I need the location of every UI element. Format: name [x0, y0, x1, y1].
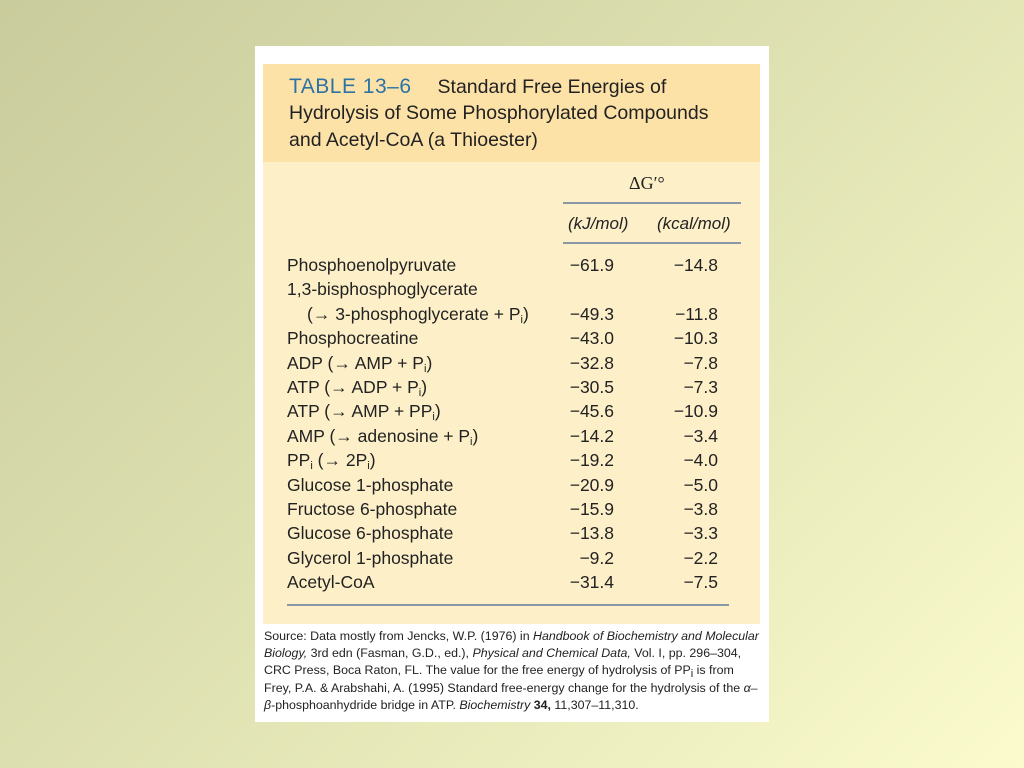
- source-text-5: -phosphoanhydride bridge in ATP.: [271, 697, 460, 712]
- compound-name-part: AMP (→ adenosine + P: [287, 425, 471, 446]
- table-number: TABLE 13–6: [289, 75, 412, 98]
- compound-name: [287, 328, 418, 349]
- compound-name-part: ): [434, 401, 441, 422]
- subscript: i: [418, 387, 422, 399]
- kj-value: −15.9: [569, 499, 614, 519]
- subscript: i: [520, 313, 523, 326]
- kcal-value: −3.8: [683, 499, 718, 519]
- compound-name: [287, 255, 456, 276]
- kcal-value: −3.4: [683, 425, 718, 446]
- kj-value: −9.2: [579, 547, 614, 568]
- kj-value: −32.8: [569, 352, 614, 373]
- table-row: [263, 328, 760, 352]
- compound-name: [287, 499, 457, 520]
- source-text-1: Source: Data mostly from Jencks, W.P. (1976) in: [264, 629, 534, 643]
- compound-name-part: Phosphoenolpyruvate: [287, 255, 457, 275]
- compound-name-part: Fructose 6-phosphate: [287, 499, 458, 519]
- compound-name: [287, 377, 427, 398]
- compound-name-part: ): [426, 352, 433, 373]
- source-note: [264, 628, 760, 714]
- compound-name-part: ATP (→ AMP + PP: [287, 401, 433, 422]
- compound-name-part: Glycerol 1-phosphate: [287, 547, 454, 568]
- kcal-unit-header: (kcal/mol): [657, 214, 731, 233]
- kj-unit-header: (kJ/mol): [568, 214, 629, 233]
- table-row: [263, 499, 760, 523]
- subscript: i: [423, 362, 427, 375]
- compound-name: [287, 353, 432, 374]
- table-title-line-1: [289, 75, 666, 99]
- compound-name: [287, 426, 478, 447]
- compound-name: [287, 523, 453, 544]
- kj-value: −20.9: [569, 474, 614, 495]
- table-row: [263, 255, 760, 279]
- source-pages: 11,307–11,310.: [550, 697, 639, 712]
- compound-name-part: Acetyl-CoA: [287, 572, 375, 593]
- compound-name: [307, 304, 529, 325]
- subscript: i: [310, 460, 313, 473]
- kj-value: −13.8: [569, 523, 614, 544]
- table-row: [263, 450, 760, 474]
- compound-name-part: 1,3-bisphosphoglycerate: [287, 279, 478, 300]
- table-row: [263, 475, 760, 499]
- kcal-value: −7.8: [683, 352, 718, 373]
- compound-name: [287, 572, 375, 593]
- kcal-value: −3.3: [683, 523, 718, 544]
- kj-value: −45.6: [569, 401, 614, 422]
- subscript: i: [432, 411, 435, 424]
- subscript: i: [470, 435, 473, 448]
- kcal-value: −2.2: [683, 547, 718, 568]
- kcal-value: −7.5: [683, 572, 718, 593]
- source-text-3: Vol. I, pp. 296–304, CRC Press, Boca Raton, FL. The value for the free energy of hydrolysis of PP: [264, 646, 742, 678]
- table-row: [263, 548, 760, 572]
- compound-name: [287, 548, 453, 569]
- compound-name-part: ): [369, 450, 376, 471]
- kcal-value: −5.0: [683, 474, 718, 495]
- compound-name-part: ATP (→ ADP + P: [287, 377, 419, 397]
- kcal-value: −11.8: [675, 303, 718, 324]
- compound-name-part: Phosphocreatine: [287, 328, 419, 349]
- delta-g-header: ΔG′°: [629, 173, 665, 193]
- compound-name: [287, 279, 478, 300]
- table-title-band: [263, 64, 760, 162]
- compound-name-part: ): [522, 303, 529, 324]
- kj-value: −31.4: [569, 572, 614, 593]
- title-text-1: Standard Free Energies of: [437, 76, 667, 98]
- compound-name: [287, 401, 441, 422]
- table-row: [263, 572, 760, 596]
- compound-name: [287, 475, 453, 496]
- compound-name-part: ADP (→ AMP + P: [287, 352, 424, 373]
- kj-value: −30.5: [569, 377, 614, 397]
- source-subtitle: Physical and Chemical Data,: [472, 646, 631, 661]
- table-title-line-2: Hydrolysis of Some Phosphorylated Compounds: [289, 102, 709, 124]
- compound-name-part: Glucose 6-phosphate: [287, 523, 454, 544]
- table-bottom-rule: [287, 604, 729, 606]
- table-row: [263, 377, 760, 401]
- table-row: [263, 279, 760, 303]
- data-table: [263, 162, 760, 624]
- kcal-value: −10.9: [673, 401, 718, 422]
- table-row: [263, 353, 760, 377]
- compound-name-part: (→ 2P: [312, 450, 368, 471]
- compound-name-part: (→ 3-phosphoglycerate + P: [307, 303, 521, 324]
- source-book-title: Handbook of Biochemistry and Molecular Biology,: [264, 629, 759, 661]
- compound-name-part: Glucose 1-phosphate: [287, 474, 454, 495]
- subscript: i: [367, 460, 370, 473]
- kj-value: −43.0: [569, 328, 614, 349]
- kcal-value: −7.3: [683, 377, 718, 397]
- header-rule-bottom: [563, 242, 741, 244]
- header-rule-top: [563, 202, 741, 204]
- kcal-value: −10.3: [673, 328, 718, 349]
- compound-name-part: PP: [287, 450, 311, 471]
- table-row: [263, 523, 760, 547]
- compound-name-part: ): [472, 425, 479, 446]
- kcal-value: −14.8: [673, 255, 718, 275]
- source-alpha-beta: α–β: [264, 680, 758, 712]
- source-subscript: i: [690, 668, 694, 681]
- kj-value: −19.2: [569, 450, 614, 471]
- source-volume: 34,: [530, 697, 551, 712]
- kcal-value: −4.0: [683, 450, 718, 471]
- compound-name-part: ): [421, 377, 428, 397]
- compound-name: [287, 450, 376, 471]
- kj-value: −49.3: [569, 303, 614, 324]
- table-row: [263, 426, 760, 450]
- source-text-4: is from Frey, P.A. & Arabshahi, A. (1995) Standard free-energy change for the hydrolysis of the: [264, 663, 744, 695]
- table-card: [255, 46, 769, 722]
- table-row: [263, 401, 760, 425]
- table-row: [263, 304, 760, 328]
- source-text-2: 3rd edn (Fasman, G.D., ed.),: [307, 646, 473, 661]
- kj-value: −14.2: [569, 425, 614, 446]
- table-title-line-3: and Acetyl-CoA (a Thioester): [289, 129, 538, 151]
- source-journal: Biochemistry: [459, 697, 531, 712]
- kj-value: −61.9: [569, 255, 614, 275]
